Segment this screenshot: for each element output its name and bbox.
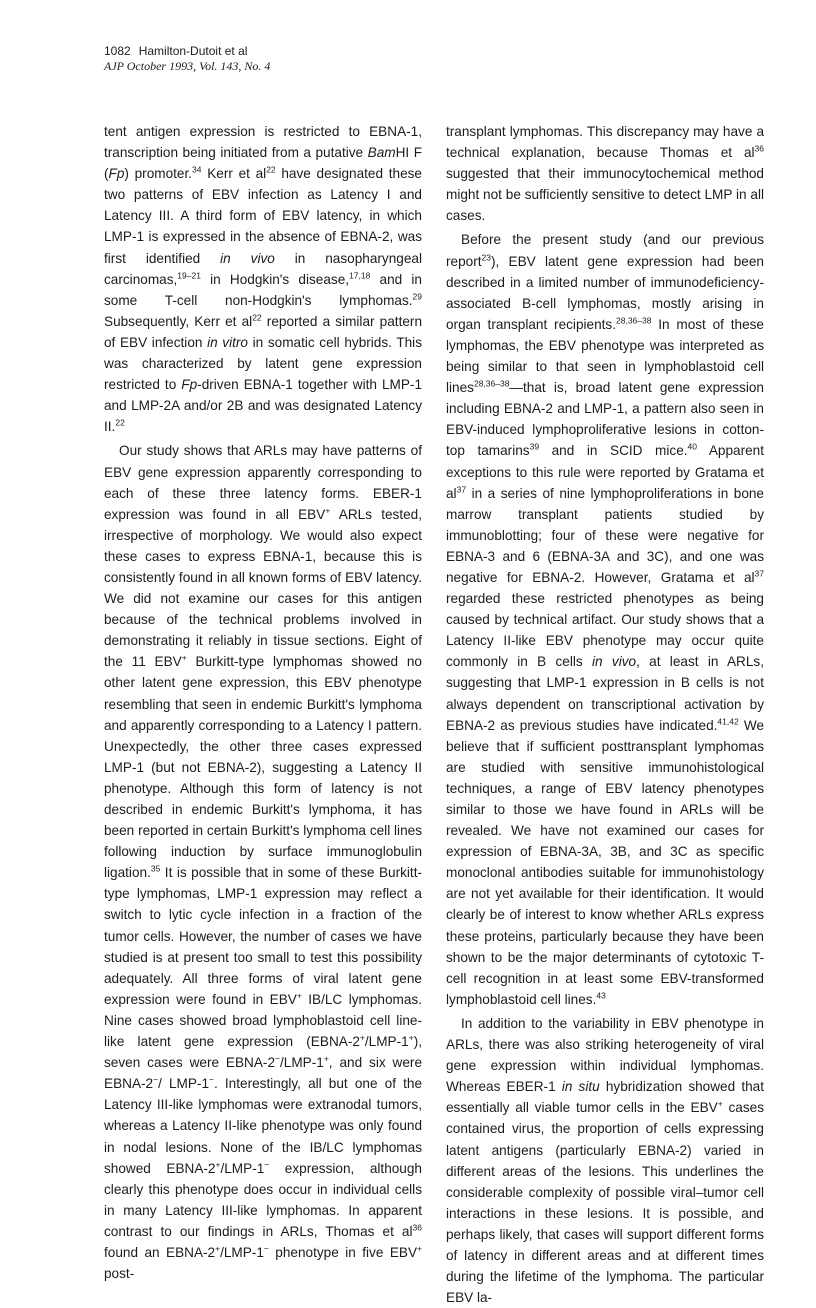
right-column [446, 121, 764, 1308]
right-paragraph-2: Before the present study (and our previous report$^{23}$), EBV latent gene expression had been described in a limited number of immunodeficiency-associated B-cell lymphomas, mostly arising in organ transplant recipients.$^{28,36-38}$ In most of these lymphomas, the EBV phenotype was interpreted as being similar to that seen in lymphoblastoid cell lines$^{28,36-38}$—that is, broad latent gene expression including EBNA-2 and LMP-1, a pattern also seen in EBV-induced lymphoproliferative lesions in cotton-top tamarins$^{39}$ and in SCID mice.$^{40}$ Apparent exceptions to this rule were reported by Gratama et $al^{37}$ in a series of nine lymphoproliferations in bone marrow transplant patients studied by immunoblotting; four of these were negative for EBNA-3 and 6 (EBNA-3A and 3C), and one was negative for EBNA-2. However, Gratama et $al^{37}$ regarded these restricted phenotypes as being caused by technical artifact. Our study shows that a Latency II-like EBV phenotype may occur quite commonly in B cells in vivo, at least in ARLs, suggesting that LMP-1 expression in B cells is not always dependent on transcriptional activation by EBNA-2 as previous studies have indicated.$^{41,42}$ We believe that if sufficient posttransplant lymphomas are studied with sensitive immunohistological techniques, a range of EBV latency phenotypes similar to those we have found in ARLs will be revealed. We have not examined our cases for expression of EBNA-3A, 3B, and 3C as specific monoclonal antibodies suitable for immunohistology are not yet available for their identification. It would clearly be of interest to know whether ARLs express these proteins, particularly because they have been shown to be the major determinants of cytotoxic T-cell recognition in at least some EBV-transformed lymphoblastoid cell lines.$^{43}$ [446, 232, 765, 1007]
left-paragraph-1: tent antigen expression is restricted to EBNA-1, transcription being initiated from a putative BamHI F (Fp) promoter.$^{34}$ Kerr et $al^{22}$ have designated these two patterns of EBV infection as Latency I and Latency III. A third form of EBV latency, in which LMP-1 is expressed in the absence of EBNA-2, was first identified in vivo in nasopharyngeal carcinomas,$^{19-21}$ in Hodgkin's disease,$^{17,18}$ and in some T-cell non-Hodgkin's lymphomas.$^{29}$ Subsequently, Kerr et $al^{22}$ reported a similar pattern of EBV infection in vitro in somatic cell hybrids. This was characterized by latent gene expression restricted to Fp-driven EBNA-1 together with LMP-1 and LMP-2A and/or 2B and was designated Latency II.$^{22}$ [104, 124, 423, 435]
left-paragraph-2: Our study shows that ARLs may have patterns of EBV gene expression apparently corresponding to each of these three latency forms. EBER-1 expression was found in all EBV+ ARLs tested, irrespective of morphology. We would also expect these cases to express EBNA-1, because this is consistently found in all known forms of EBV latency. We did not examine our cases for this antigen because of the technical problems involved in demonstrating it reliably in tissue sections. Eight of the 11 EBV+ Burkitt-type lymphomas showed no other latent gene expression, this EBV phenotype resembling that seen in endemic Burkitt's lymphoma and apparently corresponding to a Latency I pattern. Unexpectedly, the other three cases expressed LMP-1 (but not EBNA-2), suggesting a Latency II phenotype. Although this form of latency is not described in endemic Burkitt's lymphoma, it has been reported in certain Burkitt's lymphoma cell lines following induction by surface immunoglobulin ligation.$^{35}$ It is possible that in some of these Burkitt-type lymphomas, LMP-1 expression may reflect a switch to lytic cycle infection in a fraction of the tumor cells. However, the number of cases we have studied is at present too small to test this possibility adequately. All three forms of viral latent gene expression were found in EBV+ IB/LC lymphomas. Nine cases showed broad lymphoblastoid cell line-like latent gene expression (EBNA-2+/LMP-1+), seven cases were EBNA-2−/LMP-1+, and six were EBNA-2−/ LMP-1−. Interestingly, all but one of the Latency III-like lymphomas were extranodal tumors, whereas a Latency II-like phenotype was only found in nodal lesions. None of the IB/LC lymphomas showed EBNA-2+/LMP-1− expression, although clearly this phenotype does occur in individual cells in many Latency III-like lymphomas. In apparent contrast to our findings in ARLs, Thomas et $al^{36}$ found an EBNA-2+/LMP-1− phenotype in five EBV+ post- [104, 443, 422, 1282]
header-authors: Hamilton-Dutoit et al [138, 44, 248, 58]
right-paragraph-3: In addition to the variability in EBV phenotype in ARLs, there was also striking heterogeneity of viral gene expression within individual lymphomas. Whereas EBER-1 in situ hybridization showed that essentially all viable tumor cells in the EBV+ cases contained virus, the proportion of cells expressing latent antigens (particularly EBNA-2) varied in different areas of the lesions. This underlines the considerable complexity of possible viral–tumor cell interactions in these lesions. It is possible, and perhaps likely, that cases will support different forms of latency in different areas and at different times during the lifetime of the lymphoma. The particular EBV la- [446, 1015, 764, 1306]
running-header [104, 44, 270, 74]
header-row [104, 44, 270, 59]
page-number: 1082 [104, 44, 131, 58]
right-paragraph-1: transplant lymphomas. This discrepancy may have a technical explanation, because Thomas et $al^{36}$ suggested that their immunocytochemical method might not be sufficiently sensitive to detect LMP in all cases. [446, 124, 764, 224]
journal-citation: AJP October 1993, Vol. 143, No. 4 [104, 59, 271, 73]
left-column [104, 121, 422, 1284]
